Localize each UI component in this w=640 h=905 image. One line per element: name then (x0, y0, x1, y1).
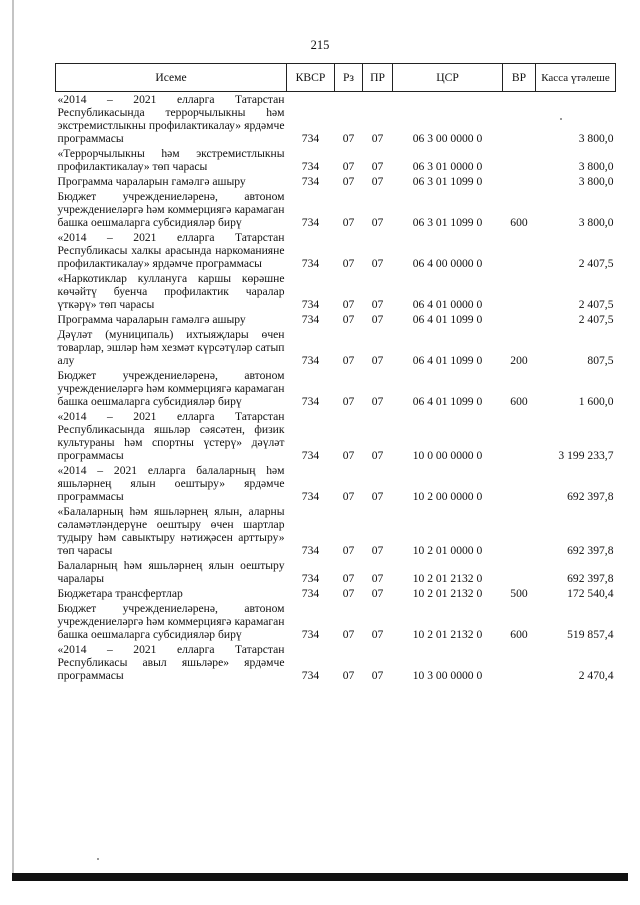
cell-rz: 07 (342, 160, 355, 173)
cell-kvsr: 734 (301, 572, 320, 585)
scan-speck (560, 118, 562, 120)
cell-name: «Балаларның һәм яшьләрнең ялын, аларны сәламәтләндерүне оештыру өчен шартлар тудыру һәм савыктыру нәтиҗәсен арттыру» төп чарасы (57, 505, 285, 557)
cell-pr: 07 (371, 257, 384, 270)
cell-rz: 07 (342, 449, 355, 462)
cell-vr: 600 (510, 216, 528, 229)
cell-amount: 172 540,4 (567, 587, 614, 600)
cell-kvsr: 734 (301, 490, 320, 503)
cell-csr: 06 3 01 1099 0 (412, 175, 483, 188)
cell-name: Бюджет учреждениеләренә, автоном учреждениеләргә һәм коммерциягә карамаган башка оешмаларга субсидияләр бирү (57, 190, 285, 229)
cell-rz: 07 (342, 669, 355, 682)
cell-vr (503, 174, 536, 189)
cell-amount: 2 407,5 (578, 298, 614, 311)
cell-amount: 2 407,5 (578, 313, 614, 326)
cell-rz: 07 (342, 132, 355, 145)
cell-name: «2014 – 2021 елларга Татарстан Республикасында яшьләр сәясәтен, физик культураны һәм спортны үстерү» дәүләт программасы (57, 410, 285, 462)
cell-csr: 10 2 00 0000 0 (412, 490, 483, 503)
table-row (56, 558, 616, 586)
col-header-vr: ВР (503, 64, 536, 92)
cell-name: Программа чараларын гамәлгә ашыру (57, 313, 246, 326)
cell-rz: 07 (342, 395, 355, 408)
cell-kvsr: 734 (301, 449, 320, 462)
scan-bottom-edge (12, 873, 628, 881)
cell-rz: 07 (342, 628, 355, 641)
cell-vr (503, 463, 536, 504)
cell-amount: 692 397,8 (567, 544, 614, 557)
cell-kvsr: 734 (301, 313, 320, 326)
col-header-pr: ПР (363, 64, 393, 92)
cell-vr (503, 409, 536, 463)
cell-amount: 692 397,8 (567, 490, 614, 503)
cell-rz: 07 (342, 257, 355, 270)
cell-amount: 3 800,0 (578, 216, 614, 229)
cell-kvsr: 734 (301, 257, 320, 270)
cell-name: «Террорчылыкны һәм экстремистлыкны профилактикалау» төп чарасы (57, 147, 285, 173)
cell-csr: 06 4 01 1099 0 (412, 313, 483, 326)
cell-amount: 2 470,4 (578, 669, 614, 682)
col-header-csr: ЦСР (393, 64, 503, 92)
cell-kvsr: 734 (301, 216, 320, 229)
page-number: 215 (310, 38, 330, 52)
cell-vr (503, 146, 536, 174)
cell-vr (503, 230, 536, 271)
table-row (56, 92, 616, 147)
cell-pr: 07 (371, 587, 384, 600)
cell-name: Балаларның һәм яшьләрнең ялын оештыру чаралары (57, 559, 285, 585)
cell-amount: 3 800,0 (578, 160, 614, 173)
cell-kvsr: 734 (301, 354, 320, 367)
table-row (56, 174, 616, 189)
cell-pr: 07 (371, 160, 384, 173)
cell-name: Бюджет учреждениеләренә, автоном учреждениеләргә һәм коммерциягә карамаган башка оешмаларга субсидияләр бирү (57, 602, 285, 641)
cell-pr: 07 (371, 298, 384, 311)
cell-csr: 06 4 01 0000 0 (412, 298, 483, 311)
cell-csr: 06 4 00 0000 0 (412, 257, 483, 270)
table-row (56, 601, 616, 642)
cell-name: «2014 – 2021 елларга Татарстан Республикасы халкы арасында наркоманияне профилактикалау» ярдәмче программасы (57, 231, 285, 270)
cell-pr: 07 (371, 395, 384, 408)
table-body (56, 92, 616, 684)
cell-csr: 10 0 00 0000 0 (412, 449, 483, 462)
cell-pr: 07 (371, 628, 384, 641)
cell-name: Бюджетара трансфертлар (57, 587, 183, 600)
scan-left-edge (12, 0, 14, 881)
table-row (56, 327, 616, 368)
cell-rz: 07 (342, 587, 355, 600)
cell-pr: 07 (371, 490, 384, 503)
table-row (56, 504, 616, 558)
cell-csr: 10 3 00 0000 0 (412, 669, 483, 682)
cell-csr: 10 2 01 2132 0 (412, 587, 483, 600)
table-row (56, 146, 616, 174)
cell-name: «2014 – 2021 елларга Татарстан Республикасында террорчылыкны һәм экстремистлыкны профилактикалау» ярдәмче программасы (57, 93, 285, 145)
cell-amount: 1 600,0 (578, 395, 614, 408)
budget-table (55, 63, 616, 683)
cell-pr: 07 (371, 544, 384, 557)
cell-pr: 07 (371, 313, 384, 326)
col-header-kvsr: КВСР (287, 64, 335, 92)
cell-vr: 200 (510, 354, 528, 367)
cell-pr: 07 (371, 572, 384, 585)
table-row (56, 189, 616, 230)
cell-csr: 06 3 01 1099 0 (412, 216, 483, 229)
table-header-row (56, 64, 616, 92)
cell-amount: 807,5 (587, 354, 614, 367)
cell-kvsr: 734 (301, 628, 320, 641)
cell-rz: 07 (342, 313, 355, 326)
table-row (56, 230, 616, 271)
cell-rz: 07 (342, 544, 355, 557)
scan-speck (97, 858, 99, 860)
col-header-kassa: Касса үтәлеше (536, 64, 616, 92)
cell-csr: 10 2 01 0000 0 (412, 544, 483, 557)
cell-kvsr: 734 (301, 544, 320, 557)
cell-amount: 2 407,5 (578, 257, 614, 270)
cell-kvsr: 734 (301, 395, 320, 408)
cell-name: «Наркотиклар куллануга каршы көрәшне көчәйтү буенча профилактик чаралар үткәрү» төп чарасы (57, 272, 285, 311)
cell-kvsr: 734 (301, 160, 320, 173)
cell-vr (503, 558, 536, 586)
cell-pr: 07 (371, 216, 384, 229)
cell-name: Дәүләт (муниципаль) ихтыяҗлары өчен товарлар, эшләр һәм хезмәт күрсәтүләр сатып алу (57, 328, 285, 367)
cell-pr: 07 (371, 669, 384, 682)
cell-rz: 07 (342, 216, 355, 229)
cell-kvsr: 734 (301, 669, 320, 682)
cell-vr (503, 92, 536, 147)
cell-rz: 07 (342, 572, 355, 585)
cell-rz: 07 (342, 354, 355, 367)
cell-pr: 07 (371, 132, 384, 145)
cell-csr: 10 2 01 2132 0 (412, 572, 483, 585)
cell-amount: 3 199 233,7 (558, 449, 614, 462)
cell-name: «2014 – 2021 елларга балаларның һәм яшьләрнең ялын оештыру» ярдәмче программасы (57, 464, 285, 503)
cell-pr: 07 (371, 354, 384, 367)
cell-rz: 07 (342, 175, 355, 188)
cell-vr (503, 642, 536, 683)
cell-rz: 07 (342, 298, 355, 311)
cell-csr: 06 3 00 0000 0 (412, 132, 483, 145)
table-row (56, 463, 616, 504)
cell-vr (503, 504, 536, 558)
cell-pr: 07 (371, 175, 384, 188)
col-header-rz: Рз (335, 64, 363, 92)
cell-pr: 07 (371, 449, 384, 462)
cell-amount: 3 800,0 (578, 132, 614, 145)
cell-rz: 07 (342, 490, 355, 503)
cell-csr: 06 4 01 1099 0 (412, 395, 483, 408)
cell-amount: 519 857,4 (567, 628, 614, 641)
cell-amount: 692 397,8 (567, 572, 614, 585)
cell-kvsr: 734 (301, 298, 320, 311)
cell-csr: 10 2 01 2132 0 (412, 628, 483, 641)
cell-vr: 500 (510, 587, 528, 600)
table-row (56, 271, 616, 312)
table-row (56, 409, 616, 463)
cell-kvsr: 734 (301, 132, 320, 145)
cell-vr: 600 (510, 395, 528, 408)
cell-vr (503, 271, 536, 312)
cell-csr: 06 4 01 1099 0 (412, 354, 483, 367)
table-row (56, 642, 616, 683)
cell-name: Бюджет учреждениеләренә, автоном учреждениеләргә һәм коммерциягә карамаган башка оешмаларга субсидияләр бирү (57, 369, 285, 408)
col-header-name: Исеме (56, 64, 287, 92)
cell-kvsr: 734 (301, 587, 320, 600)
cell-csr: 06 3 01 0000 0 (412, 160, 483, 173)
cell-vr: 600 (510, 628, 528, 641)
cell-name: Программа чараларын гамәлгә ашыру (57, 175, 246, 188)
table-row (56, 586, 616, 601)
cell-vr (503, 312, 536, 327)
table-row (56, 312, 616, 327)
cell-amount: 3 800,0 (578, 175, 614, 188)
table-row (56, 368, 616, 409)
cell-name: «2014 – 2021 елларга Татарстан Республикасы авыл яшьләре» ярдәмче программасы (57, 643, 285, 682)
cell-kvsr: 734 (301, 175, 320, 188)
